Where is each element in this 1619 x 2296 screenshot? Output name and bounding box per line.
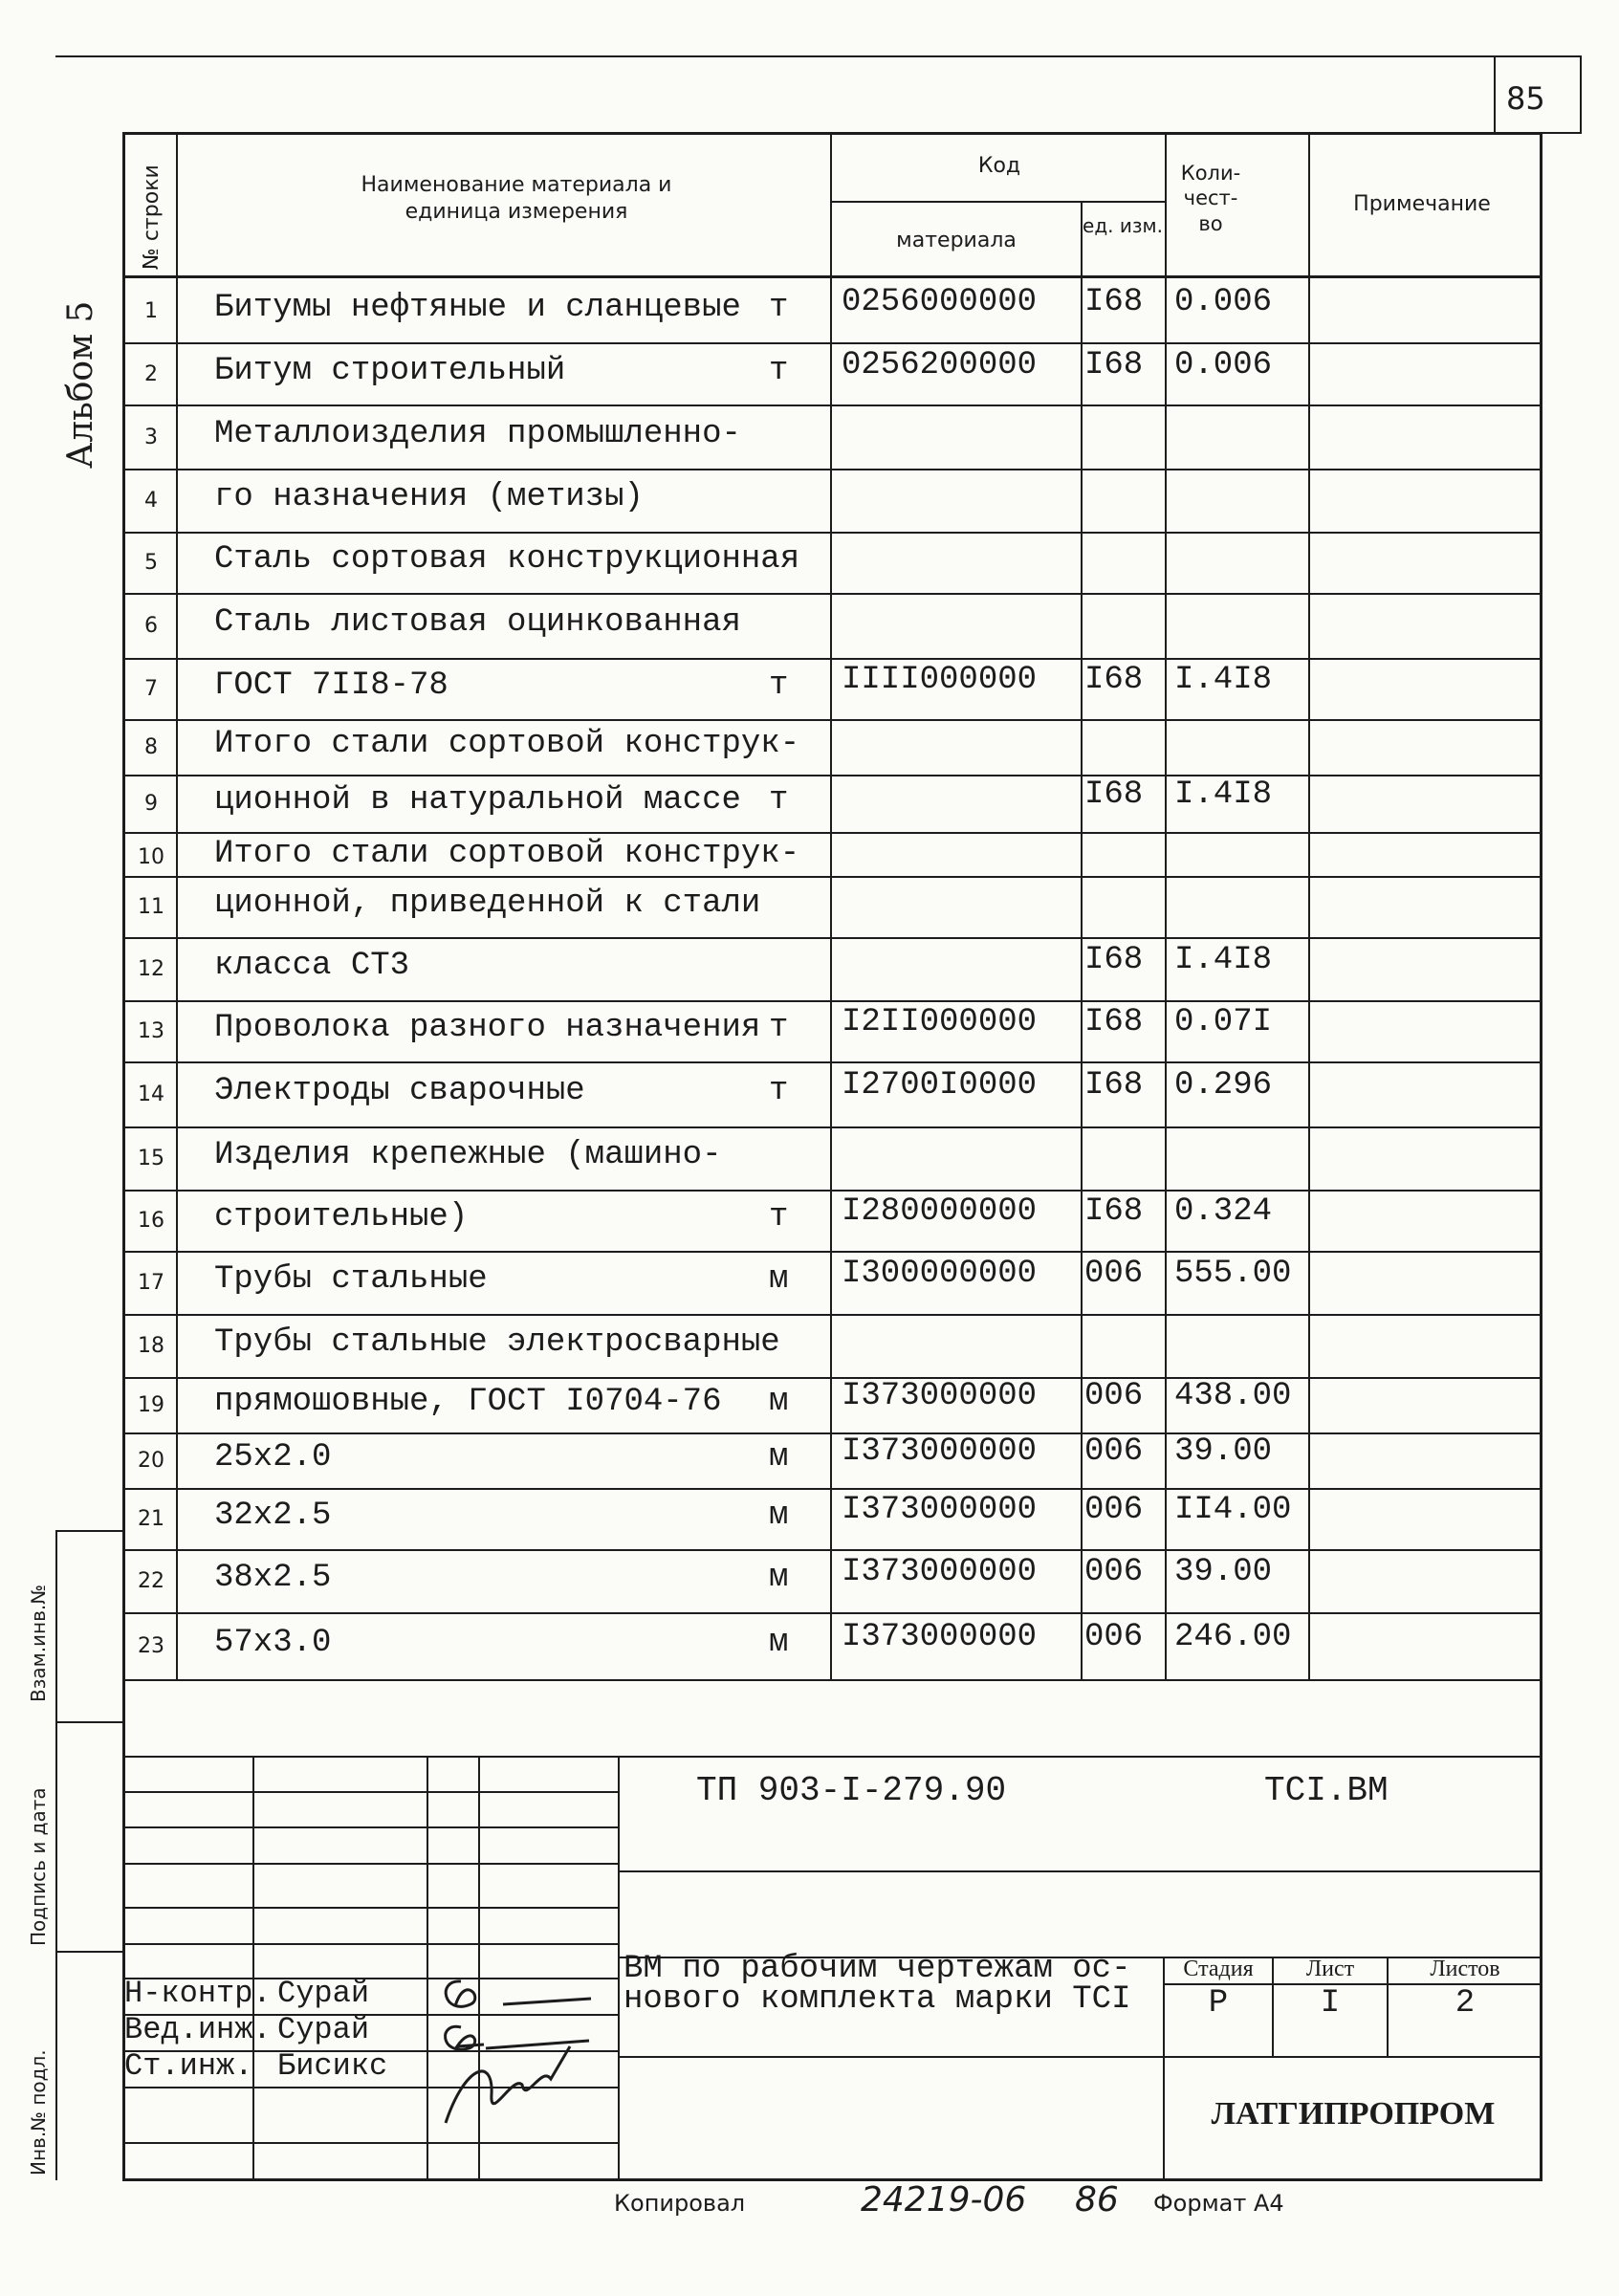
stage-label: Стадия (1183, 1957, 1254, 1981)
unit-code: 006 (1084, 1433, 1144, 1470)
row-number: 10 (138, 845, 164, 869)
material-code: I373000000 (842, 1492, 1038, 1528)
material-name: 25x2.0 (214, 1439, 332, 1476)
header-code: Код (977, 154, 1021, 178)
order-number: 24219-06 (861, 2180, 1027, 2219)
material-code: IIII000000 (842, 662, 1038, 698)
material-name: 38x2.5 (214, 1560, 332, 1596)
material-name: Сталь листовая оцинкованная (214, 604, 741, 641)
signer-name: Сурай (277, 2012, 370, 2047)
row-number: 2 (144, 361, 158, 386)
row-number: 1 (144, 298, 158, 323)
quantity-value: 0.324 (1174, 1193, 1273, 1230)
material-name: Проволока разного назначения (214, 1010, 761, 1046)
material-name: Итого стали сортовой конструк- (214, 726, 800, 762)
copied-label: Копировал (614, 2190, 746, 2217)
quantity-value: 0.07I (1174, 1004, 1273, 1040)
quantity-value: 555.00 (1174, 1256, 1292, 1292)
material-name: ционной в натуральной массе (214, 782, 741, 819)
material-code: 0256000000 (842, 283, 1038, 320)
material-name: Битум строительный (214, 352, 566, 389)
material-name: Битумы нефтяные и сланцевые (214, 289, 741, 326)
quantity-value: 438.00 (1174, 1378, 1292, 1414)
unit-code: I68 (1084, 776, 1144, 813)
row-number: 22 (138, 1569, 164, 1593)
material-name: класса СТ3 (214, 948, 410, 984)
material-code: I373000000 (842, 1433, 1038, 1470)
signer-role: Ст.инж. (124, 2048, 253, 2084)
quantity-value: 0.006 (1174, 283, 1273, 320)
material-code: I2II000000 (842, 1004, 1038, 1040)
header-code-unit: ед. изм. (1083, 214, 1163, 237)
quantity-value: 246.00 (1174, 1619, 1292, 1655)
inv-zam-label: Взам.инв.№ (27, 1584, 50, 1702)
copy-number: 86 (1075, 2180, 1119, 2219)
header-code-material: материала (896, 229, 1017, 252)
material-code: I300000000 (842, 1256, 1038, 1292)
unit-label: м (769, 1384, 789, 1420)
row-number: 3 (144, 425, 158, 449)
unit-label: т (769, 667, 789, 704)
unit-code: I68 (1084, 942, 1144, 978)
table-row (122, 1432, 1542, 1488)
unit-label: м (769, 1439, 789, 1476)
unit-code: I68 (1084, 1067, 1144, 1104)
table-row (122, 1612, 1542, 1679)
signer-name: Бисикс (277, 2048, 388, 2084)
material-name: Металлоизделия промышленно- (214, 415, 741, 452)
unit-label: м (769, 1625, 789, 1661)
sheets-label: Листов (1430, 1957, 1500, 1981)
unit-code: 006 (1084, 1378, 1144, 1414)
header-note: Примечание (1353, 192, 1491, 216)
quantity-value: I.4I8 (1174, 942, 1273, 978)
unit-code: 006 (1084, 1492, 1144, 1528)
row-number: 5 (144, 551, 158, 575)
signature-date-label: Подпись и дата (27, 1787, 50, 1946)
unit-code: I68 (1084, 283, 1144, 320)
album-label: Альбом 5 (61, 300, 100, 469)
material-name: ционной, приведенной к стали (214, 886, 761, 922)
material-code: I373000000 (842, 1554, 1038, 1590)
row-number: 4 (144, 489, 158, 513)
material-code: I280000000 (842, 1193, 1038, 1230)
document-mark: TCI.BM (1264, 1771, 1389, 1810)
sheet-value: I (1320, 1985, 1341, 2022)
signer-name: Сурай (277, 1976, 370, 2011)
row-number: 16 (138, 1209, 164, 1233)
quantity-value: II4.00 (1174, 1492, 1292, 1528)
unit-code: 006 (1084, 1256, 1144, 1292)
signer-role: Н-контр. (124, 1976, 272, 2011)
unit-label: м (769, 1261, 789, 1298)
row-number: 23 (138, 1634, 164, 1658)
material-name: Изделия крепежные (машино- (214, 1137, 722, 1173)
document-code: ТП 903-I-279.90 (696, 1771, 1007, 1810)
sheet-label: Лист (1305, 1957, 1355, 1981)
unit-label: т (769, 1199, 789, 1235)
unit-label: т (769, 289, 789, 326)
quantity-value: 39.00 (1174, 1554, 1273, 1590)
row-number: 19 (138, 1393, 164, 1417)
row-number: 21 (138, 1507, 164, 1531)
format-label: Формат А4 (1153, 2190, 1284, 2217)
row-number: 8 (144, 735, 158, 759)
unit-label: м (769, 1498, 789, 1534)
unit-label: т (769, 1010, 789, 1046)
quantity-value: 0.296 (1174, 1067, 1273, 1104)
quantity-value: I.4I8 (1174, 662, 1273, 698)
unit-label: м (769, 1560, 789, 1596)
material-name: 57x3.0 (214, 1625, 332, 1661)
row-number: 9 (144, 792, 158, 816)
row-number: 14 (138, 1082, 164, 1106)
title-line-1: ВМ по рабочим чертежам ос- (624, 1951, 1131, 1987)
organization-name: ЛАТГИПРОПРОМ (1211, 2096, 1496, 2132)
title-line-2: нового комплекта марки TCI (624, 1981, 1131, 2018)
table-row (122, 1549, 1542, 1612)
material-name: Трубы стальные (214, 1261, 488, 1298)
material-code: I373000000 (842, 1378, 1038, 1414)
material-name: строительные) (214, 1199, 469, 1235)
row-number: 20 (138, 1449, 164, 1473)
unit-code: I68 (1084, 1193, 1144, 1230)
page-number: 85 (1506, 80, 1545, 117)
material-name: Электроды сварочные (214, 1073, 585, 1109)
unit-label: т (769, 782, 789, 819)
header-row-no: № строки (140, 164, 164, 270)
inv-podl-label: Инв.№ подл. (27, 2049, 50, 2176)
material-name: го назначения (метизы) (214, 479, 644, 515)
quantity-value: 39.00 (1174, 1433, 1273, 1470)
row-number: 7 (144, 677, 158, 701)
table-row (122, 1488, 1542, 1549)
material-name: ГОСТ 7II8-78 (214, 667, 449, 704)
unit-code: I68 (1084, 1004, 1144, 1040)
signatures (427, 1960, 618, 2142)
unit-label: т (769, 352, 789, 389)
material-code: I2700I0000 (842, 1067, 1038, 1104)
material-name: Трубы стальные электросварные (214, 1324, 780, 1361)
row-number: 13 (138, 1019, 164, 1043)
material-name: Сталь сортовая конструкционная (214, 541, 800, 578)
header-name: Наименование материала и единица измерения (361, 173, 672, 224)
row-number: 6 (144, 614, 158, 638)
signer-role: Вед.инж. (124, 2012, 272, 2047)
unit-code: 006 (1084, 1619, 1144, 1655)
row-number: 18 (138, 1334, 164, 1358)
stage-value: Р (1208, 1985, 1229, 2022)
header-quantity: Коли- чест- во (1180, 162, 1241, 235)
material-name: Итого стали сортовой конструк- (214, 836, 800, 872)
row-number: 12 (138, 957, 164, 981)
unit-code: I68 (1084, 346, 1144, 383)
sheets-value: 2 (1455, 1985, 1476, 2022)
unit-code: 006 (1084, 1554, 1144, 1590)
row-number: 15 (138, 1147, 164, 1170)
material-code: I373000000 (842, 1619, 1038, 1655)
unit-code: I68 (1084, 662, 1144, 698)
material-name: прямошовные, ГОСТ I0704-76 (214, 1384, 722, 1420)
quantity-value: 0.006 (1174, 346, 1273, 383)
material-code: 0256200000 (842, 346, 1038, 383)
quantity-value: I.4I8 (1174, 776, 1273, 813)
row-number: 17 (138, 1271, 164, 1295)
row-number: 11 (138, 895, 164, 919)
unit-label: т (769, 1073, 789, 1109)
material-name: 32x2.5 (214, 1498, 332, 1534)
